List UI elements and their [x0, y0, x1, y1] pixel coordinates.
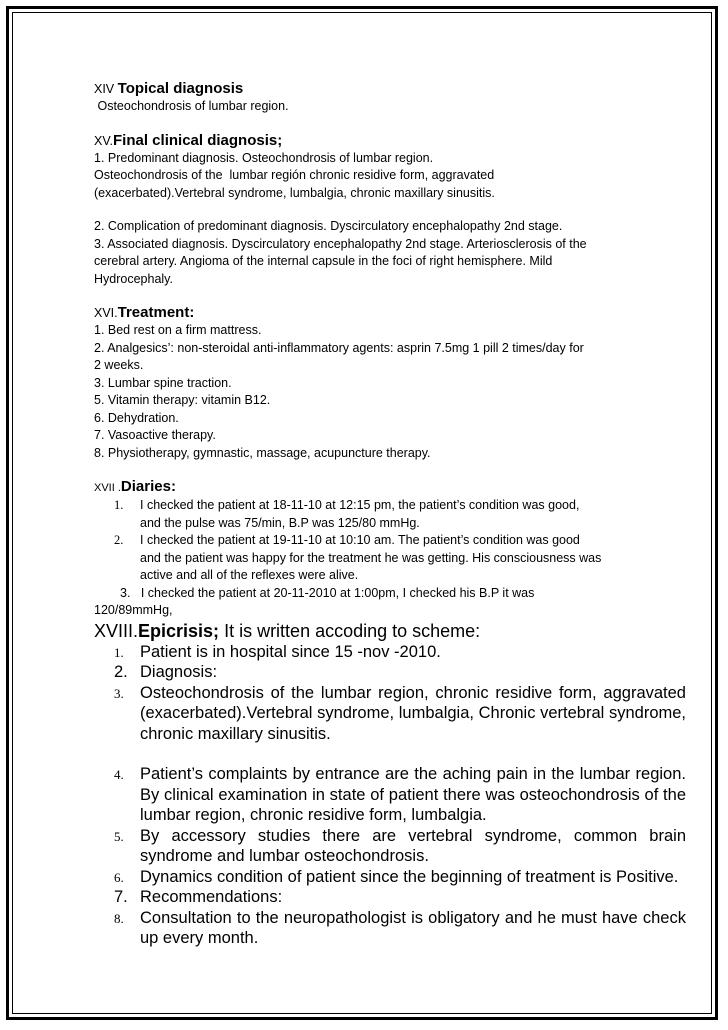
- section-18-numeral: XVIII.: [94, 620, 139, 641]
- diary-entry-number: 1.: [114, 498, 124, 512]
- section-16-numeral: XVI.: [94, 306, 118, 320]
- treatment-line: 2 weeks.: [94, 358, 144, 372]
- epicrisis-item-text: Patient’s complaints by entrance are the aching pain in the lumbar region. By clinical examination in state of patient there was osteochondrosis of the lumbar region, chronic residive form, lumbalgia.: [140, 765, 686, 824]
- section-15-line: 2. Complication of predominant diagnosis. Dyscirculatory encephalopathy 2nd stage.: [94, 219, 563, 233]
- epicrisis-item-number: 1.: [114, 644, 124, 660]
- epicrisis-item: [94, 764, 686, 826]
- diary-entry: [94, 532, 686, 585]
- section-18-subtitle: It is written accoding to scheme:: [219, 620, 481, 641]
- section-16-heading: [94, 304, 686, 322]
- epicrisis-item: [94, 662, 686, 683]
- diaries-list: [94, 497, 686, 585]
- document-body: [94, 80, 686, 949]
- diary-entry-3-line: 120/89mmHg,: [94, 603, 173, 617]
- diary-entry-line: and the patient was happy for the treatment he was getting. His consciousness was: [140, 550, 602, 565]
- epicrisis-item-text: Recommendations:: [140, 888, 283, 906]
- epicrisis-list: [94, 642, 686, 949]
- epicrisis-item: [94, 867, 686, 888]
- epicrisis-item-number: 3.: [114, 685, 124, 701]
- diary-entry-line: I checked the patient at 18-11-10 at 12:15 pm, the patient’s condition was good,: [140, 498, 580, 512]
- diary-entry-line: active and all of the reflexes were alive.: [140, 568, 359, 582]
- treatment-line: 2. Analgesics’: non-steroidal anti-inflammatory agents: asprin 7.5mg 1 pill 2 times/day for: [94, 340, 584, 355]
- section-14-numeral: XIV: [94, 82, 115, 96]
- section-17-heading: [94, 478, 686, 497]
- section-15-title: Final clinical diagnosis;: [113, 131, 283, 149]
- section-15-line: 3. Associated diagnosis. Dyscirculatory encephalopathy 2nd stage. Arteriosclerosis of the: [94, 236, 587, 251]
- epicrisis-item: [94, 642, 686, 663]
- epicrisis-item: [94, 826, 686, 867]
- epicrisis-item-number: 2.: [114, 663, 128, 681]
- section-18-heading: [94, 620, 686, 642]
- epicrisis-item-text: Dynamics condition of patient since the beginning of treatment is Positive.: [140, 867, 679, 886]
- epicrisis-item-text: By accessory studies there are vertebral syndrome, common brain syndrome and lumbar osteochondrosis.: [140, 826, 686, 865]
- section-14-title: Topical diagnosis: [117, 80, 244, 97]
- treatment-line: 1. Bed rest on a firm mattress.: [94, 323, 262, 337]
- epicrisis-item-text: Osteochondrosis of the lumbar region, chronic residive form, aggravated (exacerbated).Vertebral syndrome, lumbalgia, Chronic vertebral syndrome, chronic maxillary sinusitis.: [140, 683, 686, 743]
- section-15-line: 1. Predominant diagnosis. Osteochondrosis of lumbar region.: [94, 150, 434, 165]
- section-15-line: cerebral artery. Angioma of the internal capsule in the foci of right hemisphere. Mild: [94, 254, 553, 268]
- diary-entry: [94, 497, 686, 532]
- treatment-line: 3. Lumbar spine traction.: [94, 375, 232, 390]
- treatment-line: 5. Vitamin therapy: vitamin B12.: [94, 393, 271, 407]
- section-15-line: (exacerbated).Vertebral syndrome, lumbalgia, chronic maxillary sinusitis.: [94, 185, 495, 200]
- epicrisis-item: [94, 887, 686, 908]
- section-15-heading: [94, 132, 686, 150]
- epicrisis-item-number: 4.: [114, 767, 124, 782]
- diary-entry-line: I checked the patient at 19-11-10 at 10:10 am. The patient’s condition was good: [140, 533, 580, 547]
- epicrisis-item-number: 6.: [114, 869, 124, 885]
- epicrisis-item-number: 5.: [114, 828, 124, 844]
- epicrisis-item: [94, 908, 686, 949]
- section-16-title: Treatment:: [117, 304, 195, 321]
- section-14-text: Osteochondrosis of lumbar region.: [94, 99, 289, 113]
- treatment-line: 8. Physiotherapy, gymnastic, massage, acupuncture therapy.: [94, 445, 431, 460]
- diary-entry-number: 2.: [114, 533, 124, 547]
- epicrisis-item: [94, 683, 686, 745]
- treatment-line: 6. Dehydration.: [94, 410, 179, 425]
- section-17-title: Diaries:: [120, 478, 176, 495]
- section-15-numeral: XV.: [94, 133, 114, 148]
- section-14-heading: [94, 80, 686, 98]
- epicrisis-item-text: Consultation to the neuropathologist is obligatory and he must have check up every month.: [140, 908, 686, 947]
- epicrisis-item-text: Patient is in hospital since 15 -nov -2010.: [140, 642, 441, 661]
- diary-entry-line: and the pulse was 75/min, B.P was 125/80 mmHg.: [140, 515, 420, 530]
- section-17-numeral: XVII .: [94, 482, 121, 494]
- treatment-line: 7. Vasoactive therapy.: [94, 428, 216, 442]
- section-15-line: Osteochondrosis of the lumbar región chronic residive form, aggravated: [94, 168, 495, 182]
- section-15-line: Hydrocephaly.: [94, 271, 173, 286]
- section-18-title: Epicrisis;: [138, 620, 220, 641]
- diary-entry-3-line: 3. I checked the patient at 20-11-2010 at 1:00pm, I checked his B.P it was: [120, 585, 535, 600]
- epicrisis-item-number: 8.: [114, 910, 124, 926]
- epicrisis-item-number: 7.: [114, 888, 128, 906]
- epicrisis-item-text: Diagnosis:: [140, 663, 218, 681]
